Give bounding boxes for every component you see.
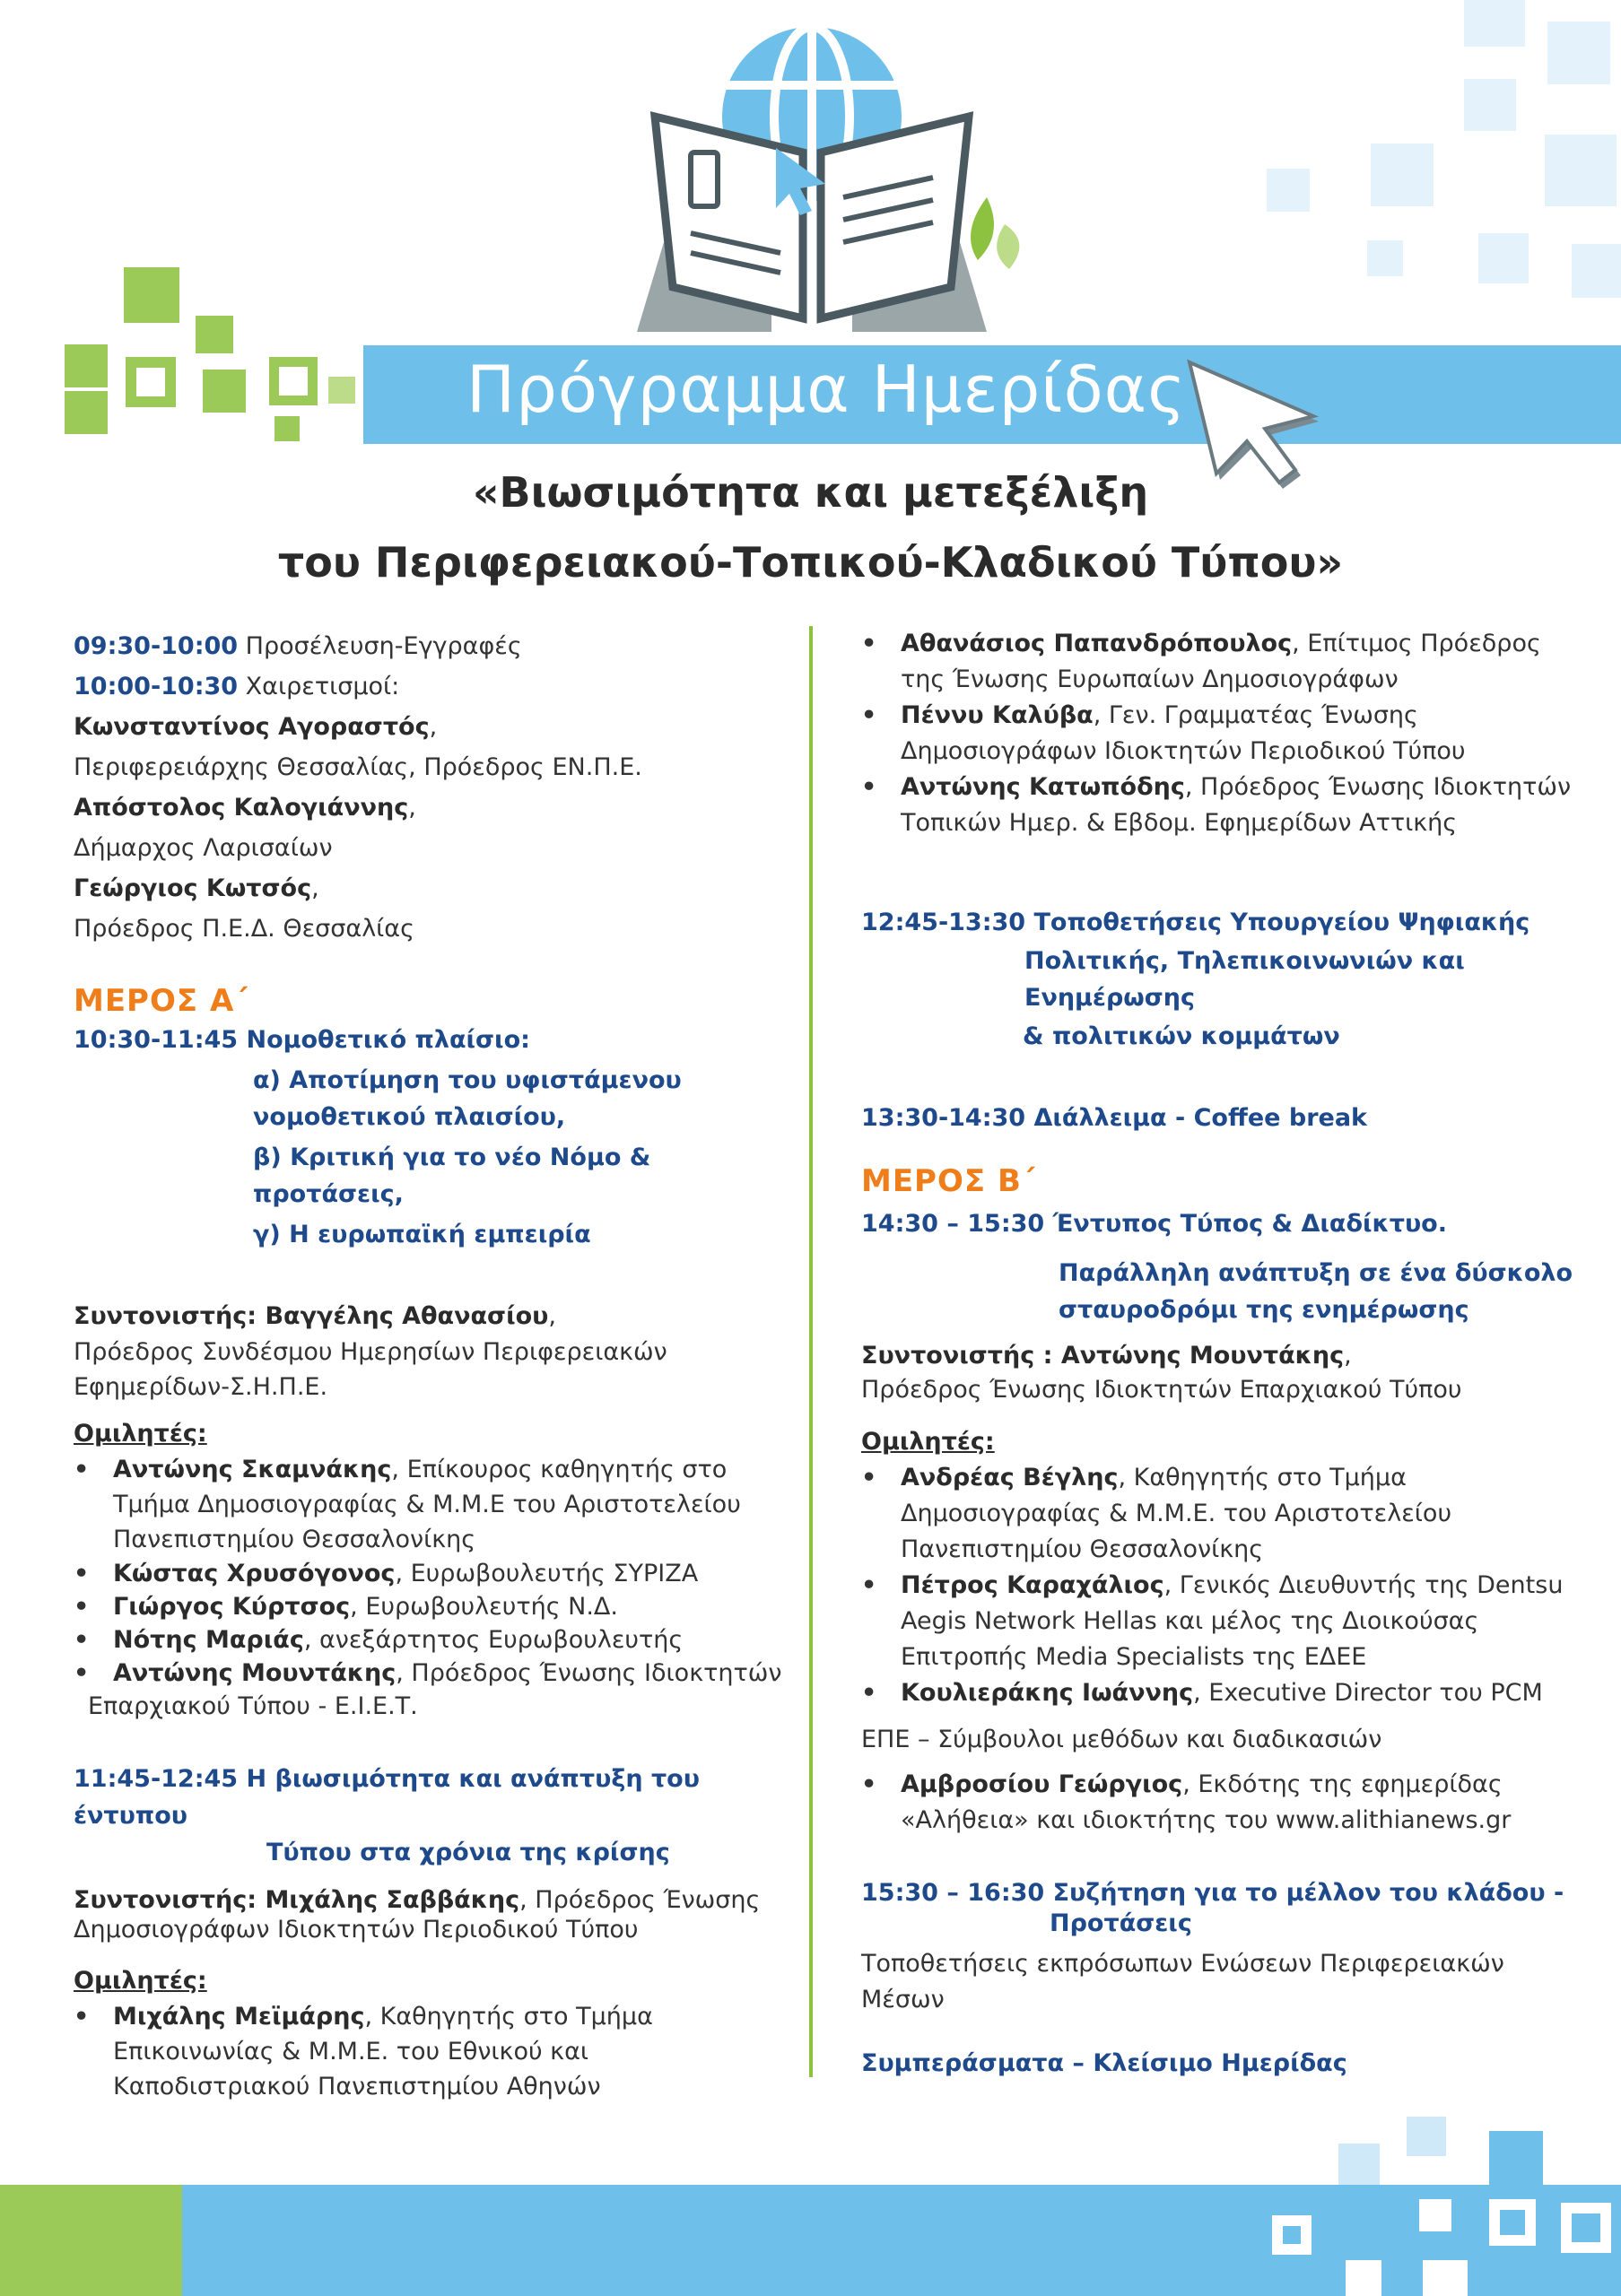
subtitle-line-2: του Περιφερειακού-Τοπικού-Κλαδικού Τύπου» xyxy=(277,538,1344,587)
speaker: • Αντώνης Σκαμνάκης, Επίκουρος καθηγητής στο Τμήμα Δημοσιογραφίας & Μ.Μ.Ε του Αριστοτελείου Πανεπιστημίου Θεσσαλονίκης xyxy=(74,1456,741,1553)
decor-square xyxy=(203,370,246,413)
speaker: • Μιχάλης Μεϊμάρης, Καθηγητής στο Τμήμα Επικοινωνίας & Μ.Μ.Ε. του Εθνικού και Καποδιστριακού Πανεπιστημίου Αθηνών xyxy=(74,2003,653,2100)
agenda-item: β) Κριτική για το νέο Νόμο & προτάσεις, xyxy=(253,1144,651,1208)
decor-square xyxy=(279,367,308,396)
decor-square xyxy=(1371,144,1434,206)
speaker: • Πέτρος Καραχάλιος, Γενικός Διευθυντής της Dentsu Aegis Network Hellas και μέλος της Διοικούσας Επιτροπής Media Specialists της ΕΔΕΕ xyxy=(861,1571,1564,1671)
decor-square xyxy=(1267,169,1310,212)
decor-square xyxy=(1545,135,1617,206)
speakers-label: Ομιλητές: xyxy=(861,1428,995,1456)
decor-square xyxy=(124,267,179,323)
column-divider xyxy=(809,626,813,2077)
agenda-item: α) Αποτίμηση του υφιστάμενου xyxy=(253,1066,682,1094)
decor-square xyxy=(65,391,108,434)
session-discussion-cont: Προτάσεις xyxy=(1050,1909,1192,1937)
speaker: • Κώστας Χρυσόγονος, Ευρωβουλευτής ΣΥΡΙΖΑ xyxy=(74,1560,699,1587)
greeter-role: Περιφερειάρχης Θεσσαλίας, Πρόεδρος ΕΝ.Π.Ε. xyxy=(74,753,642,781)
session-arrival: 09:30-10:00 Προσέλευση-Εγγραφές xyxy=(74,632,522,660)
session-closing: Συμπεράσματα – Κλείσιμο Ημερίδας xyxy=(861,2049,1347,2077)
speaker: • Πέννυ Καλύβα, Γεν. Γραμματέας Ένωσης Δημοσιογράφων Ιδιοκτητών Περιοδικού Τύπου xyxy=(861,701,1466,765)
speaker: • Νότης Μαριάς, ανεξάρτητος Ευρωβουλευτής xyxy=(74,1626,684,1654)
coordinator-role: Πρόεδρος Ένωσης Ιδιοκτητών Επαρχιακού Τύπου xyxy=(861,1376,1462,1404)
newspaper-globe-logo xyxy=(610,18,1023,341)
speaker: • Κουλιεράκης Ιωάννης, Executive Director του PCM xyxy=(861,1679,1543,1707)
speaker-role-cont: ΕΠΕ – Σύμβουλοι μεθόδων και διαδικασιών xyxy=(861,1726,1382,1753)
session-discussion-text: Τοποθετήσεις εκπρόσωπων Ενώσεων Περιφερειακών Μέσων xyxy=(861,1950,1504,2013)
decor-square xyxy=(1500,2210,1525,2235)
decor-square xyxy=(1478,233,1529,283)
coordinator-role: Πρόεδρος Συνδέσμου Ημερησίων Περιφερειακών Εφημερίδων-Σ.Η.Π.Ε. xyxy=(74,1338,667,1401)
coordinator: Συντονιστής : Αντώνης Μουντάκης, xyxy=(861,1342,1352,1370)
session-discussion: 15:30 – 16:30 Συζήτηση για το μέλλον του κλάδου - xyxy=(861,1879,1564,1907)
speaker: • Ανδρέας Βέγλης, Καθηγητής στο Τμήμα Δημοσιογραφίας & Μ.Μ.Ε. του Αριστοτελείου Πανεπιστημίου Θεσσαλονίκης xyxy=(861,1464,1452,1563)
agenda-item: νομοθετικού πλαισίου, xyxy=(253,1103,566,1131)
session-sustainability: 11:45-12:45 Η βιωσιμότητα και ανάπτυξη του έντυπου xyxy=(74,1765,700,1830)
greeter: Απόστολος Καλογιάννης, xyxy=(74,794,416,822)
session-ministry-cont: & πολιτικών κομμάτων xyxy=(1023,1022,1340,1050)
session-ministry-cont: Πολιτικής, Τηλεπικοινωνιών και Ενημέρωσης xyxy=(1024,947,1465,1012)
decor-square xyxy=(1489,2131,1543,2185)
session-break: 13:30-14:30 Διάλλειμα - Coffee break xyxy=(861,1104,1367,1132)
session-legal: 10:30-11:45 Νομοθετικό πλαίσιο: xyxy=(74,1026,530,1054)
session-sustainability-cont: Τύπου στα χρόνια της κρίσης xyxy=(266,1839,670,1866)
decor-square xyxy=(1464,0,1525,47)
session-subtitle: σταυροδρόμι της ενημέρωσης xyxy=(1059,1296,1469,1324)
decor-square xyxy=(65,344,108,387)
speaker: • Αμβροσίου Γεώργιος, Εκδότης της εφημερίδας «Αλήθεια» και ιδιοκτήτης του www.alithianews.gr xyxy=(861,1770,1512,1834)
speaker: • Γιώργος Κύρτσος, Ευρωβουλευτής Ν.Δ. xyxy=(74,1593,618,1621)
coordinator: Συντονιστής: Βαγγέλης Αθανασίου, xyxy=(74,1302,556,1330)
decor-square xyxy=(196,316,233,353)
session-greetings: 10:00-10:30 Χαιρετισμοί: xyxy=(74,673,400,700)
greeter-role: Πρόεδρος Π.Ε.Δ. Θεσσαλίας xyxy=(74,915,414,943)
speaker-role-cont: Επαρχιακού Τύπου - Ε.Ι.Ε.Τ. xyxy=(88,1692,418,1720)
agenda-item: γ) Η ευρωπαϊκή εμπειρία xyxy=(253,1221,591,1248)
left-column xyxy=(74,626,791,2104)
footer-band-green xyxy=(0,2185,182,2296)
page-title: Πρόγραμμα Ημερίδας xyxy=(466,352,1187,427)
decor-square xyxy=(275,416,300,441)
decor-square xyxy=(1572,2213,1600,2242)
coordinator: Συντονιστής: Μιχάλης Σαββάκης, Πρόεδρος Ένωσης Δημοσιογράφων Ιδιοκτητών Περιοδικού Τύπου xyxy=(74,1886,761,1944)
greeter: Κωνσταντίνος Αγοραστός, xyxy=(74,713,438,741)
decor-square xyxy=(136,368,165,396)
session-print-internet: 14:30 – 15:30 Έντυπος Τύπος & Διαδίκτυο. xyxy=(861,1210,1447,1238)
speaker: • Αντώνης Μουντάκης, Πρόεδρος Ένωσης Ιδιοκτητών xyxy=(74,1659,782,1687)
session-subtitle: Παράλληλη ανάπτυξη σε ένα δύσκολο xyxy=(1059,1259,1573,1287)
greeter: Γεώργιος Κωτσός, xyxy=(74,874,319,902)
footer-band-blue xyxy=(182,2185,1621,2296)
decor-square xyxy=(1346,2260,1381,2296)
speakers-label: Ομιλητές: xyxy=(74,1967,207,1995)
right-column xyxy=(861,626,1579,2082)
speaker: • Αθανάσιος Παπανδρόπουλος, Επίτιμος Πρόεδρος της Ένωσης Ευρωπαίων Δημοσιογράφων xyxy=(861,630,1541,693)
decor-square xyxy=(1283,2226,1301,2244)
decor-square xyxy=(1464,79,1516,131)
part-b-heading: ΜΕΡΟΣ Β΄ xyxy=(861,1163,1036,1199)
subtitle-line-1: «Βιωσιμότητα και μετεξέλιξη xyxy=(472,468,1149,517)
decor-square xyxy=(1547,22,1610,84)
decor-square xyxy=(1367,240,1403,276)
speaker: • Αντώνης Κατωπόδης, Πρόεδρος Ένωσης Ιδιοκτητών Τοπικών Ημερ. & Εβδομ. Εφημερίδων Αττικής xyxy=(861,773,1572,837)
decor-square xyxy=(1407,2117,1446,2156)
decor-square xyxy=(1419,2199,1451,2231)
speakers-label: Ομιλητές: xyxy=(74,1420,207,1448)
part-a-heading: ΜΕΡΟΣ Α΄ xyxy=(74,983,249,1019)
greeter-role: Δήμαρχος Λαρισαίων xyxy=(74,834,333,862)
decor-square xyxy=(1572,244,1621,298)
decor-square xyxy=(328,377,355,404)
decor-square xyxy=(1338,2144,1380,2185)
decor-square xyxy=(1423,2260,1468,2296)
session-ministry: 12:45-13:30 Τοποθετήσεις Υπουργείου Ψηφιακής xyxy=(861,909,1530,936)
